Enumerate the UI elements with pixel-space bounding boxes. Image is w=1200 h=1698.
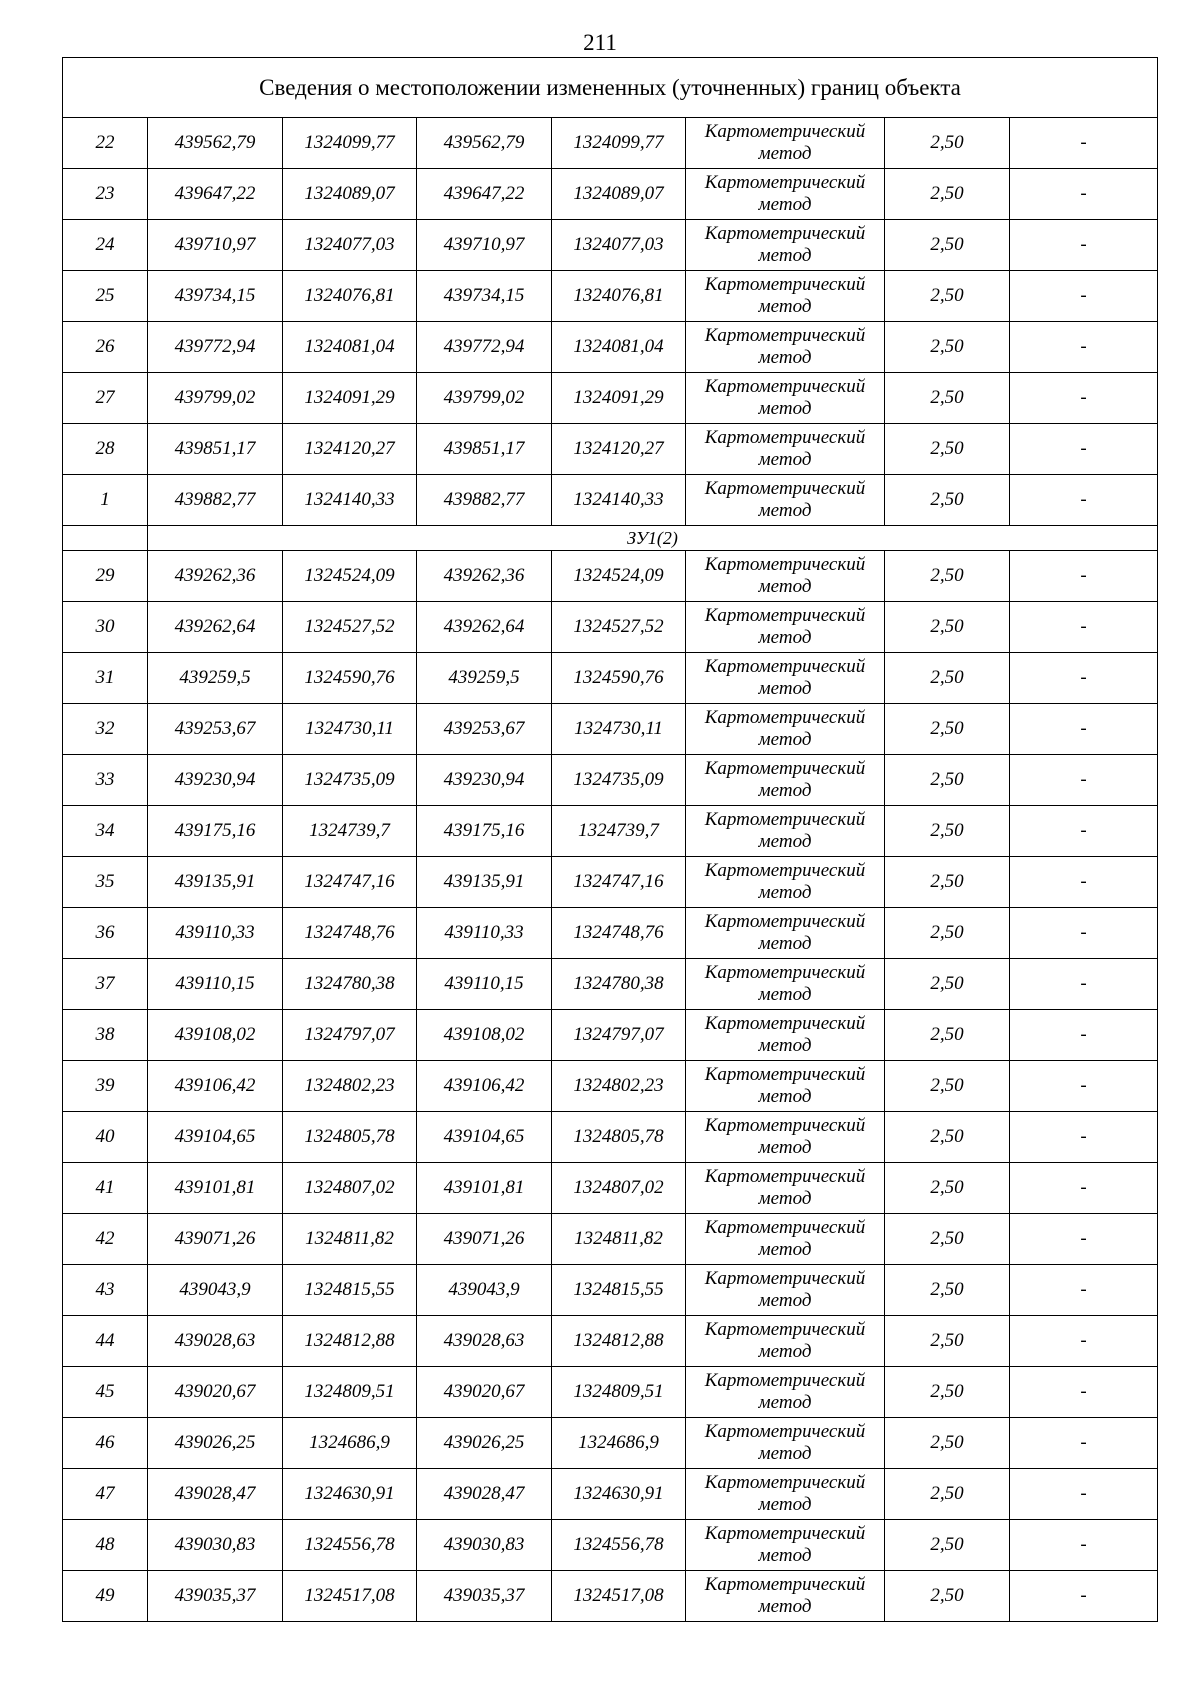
existing-x-cell: 439043,9: [148, 1265, 283, 1316]
point-number-cell: 48: [63, 1520, 148, 1571]
table-row: [63, 169, 1158, 220]
section-label: ЗУ1(2): [148, 526, 1158, 551]
existing-x-cell: 439110,15: [148, 959, 283, 1010]
table-row: [63, 271, 1158, 322]
table-row: [63, 424, 1158, 475]
new-x-cell: 439106,42: [417, 1061, 552, 1112]
method-cell: Картометрический метод: [686, 118, 885, 169]
new-x-cell: 439026,25: [417, 1418, 552, 1469]
existing-x-cell: 439230,94: [148, 755, 283, 806]
accuracy-cell: 2,50: [885, 322, 1010, 373]
new-y-cell: 1324811,82: [552, 1214, 686, 1265]
point-number-cell: 49: [63, 1571, 148, 1622]
new-y-cell: 1324524,09: [552, 551, 686, 602]
existing-y-cell: 1324815,55: [283, 1265, 417, 1316]
new-x-cell: 439030,83: [417, 1520, 552, 1571]
existing-x-cell: 439035,37: [148, 1571, 283, 1622]
existing-y-cell: 1324081,04: [283, 322, 417, 373]
existing-x-cell: 439104,65: [148, 1112, 283, 1163]
description-cell: -: [1010, 653, 1158, 704]
existing-y-cell: 1324807,02: [283, 1163, 417, 1214]
accuracy-cell: 2,50: [885, 602, 1010, 653]
existing-y-cell: 1324527,52: [283, 602, 417, 653]
description-cell: -: [1010, 1010, 1158, 1061]
existing-y-cell: 1324809,51: [283, 1367, 417, 1418]
new-x-cell: 439028,47: [417, 1469, 552, 1520]
new-y-cell: 1324739,7: [552, 806, 686, 857]
point-number-cell: 39: [63, 1061, 148, 1112]
point-number-cell: 23: [63, 169, 148, 220]
new-x-cell: 439262,64: [417, 602, 552, 653]
existing-y-cell: 1324556,78: [283, 1520, 417, 1571]
table-row: [63, 1163, 1158, 1214]
new-x-cell: 439253,67: [417, 704, 552, 755]
table-title-row: [63, 58, 1158, 118]
accuracy-cell: 2,50: [885, 959, 1010, 1010]
table-row: [63, 602, 1158, 653]
existing-y-cell: 1324076,81: [283, 271, 417, 322]
table-row: [63, 220, 1158, 271]
new-x-cell: 439799,02: [417, 373, 552, 424]
table-row: [63, 1265, 1158, 1316]
description-cell: -: [1010, 1163, 1158, 1214]
new-y-cell: 1324099,77: [552, 118, 686, 169]
new-x-cell: 439043,9: [417, 1265, 552, 1316]
new-x-cell: 439035,37: [417, 1571, 552, 1622]
existing-x-cell: 439020,67: [148, 1367, 283, 1418]
method-cell: Картометрический метод: [686, 373, 885, 424]
method-cell: Картометрический метод: [686, 755, 885, 806]
existing-x-cell: 439028,63: [148, 1316, 283, 1367]
existing-x-cell: 439647,22: [148, 169, 283, 220]
existing-x-cell: 439259,5: [148, 653, 283, 704]
description-cell: -: [1010, 1469, 1158, 1520]
point-number-cell: 29: [63, 551, 148, 602]
new-x-cell: 439851,17: [417, 424, 552, 475]
accuracy-cell: 2,50: [885, 1469, 1010, 1520]
description-cell: -: [1010, 755, 1158, 806]
method-cell: Картометрический метод: [686, 475, 885, 526]
existing-x-cell: 439734,15: [148, 271, 283, 322]
existing-y-cell: 1324630,91: [283, 1469, 417, 1520]
description-cell: -: [1010, 602, 1158, 653]
new-x-cell: 439175,16: [417, 806, 552, 857]
point-number-cell: 45: [63, 1367, 148, 1418]
description-cell: -: [1010, 1316, 1158, 1367]
description-cell: -: [1010, 704, 1158, 755]
description-cell: -: [1010, 857, 1158, 908]
table-row: [63, 1418, 1158, 1469]
description-cell: -: [1010, 1367, 1158, 1418]
point-number-cell: 24: [63, 220, 148, 271]
point-number-cell: 44: [63, 1316, 148, 1367]
new-y-cell: 1324527,52: [552, 602, 686, 653]
table-row: [63, 1571, 1158, 1622]
existing-y-cell: 1324590,76: [283, 653, 417, 704]
description-cell: -: [1010, 908, 1158, 959]
table-row: [63, 755, 1158, 806]
new-x-cell: 439071,26: [417, 1214, 552, 1265]
accuracy-cell: 2,50: [885, 653, 1010, 704]
method-cell: Картометрический метод: [686, 806, 885, 857]
existing-x-cell: 439026,25: [148, 1418, 283, 1469]
new-y-cell: 1324812,88: [552, 1316, 686, 1367]
existing-y-cell: 1324099,77: [283, 118, 417, 169]
existing-x-cell: 439562,79: [148, 118, 283, 169]
accuracy-cell: 2,50: [885, 424, 1010, 475]
new-x-cell: 439262,36: [417, 551, 552, 602]
new-x-cell: 439020,67: [417, 1367, 552, 1418]
new-x-cell: 439259,5: [417, 653, 552, 704]
description-cell: -: [1010, 551, 1158, 602]
new-y-cell: 1324077,03: [552, 220, 686, 271]
existing-y-cell: 1324812,88: [283, 1316, 417, 1367]
point-number-cell: 37: [63, 959, 148, 1010]
table-row: [63, 653, 1158, 704]
accuracy-cell: 2,50: [885, 1418, 1010, 1469]
existing-y-cell: 1324747,16: [283, 857, 417, 908]
existing-y-cell: 1324797,07: [283, 1010, 417, 1061]
description-cell: -: [1010, 1418, 1158, 1469]
table-row: [63, 1520, 1158, 1571]
point-number-cell: 36: [63, 908, 148, 959]
point-number-cell: 22: [63, 118, 148, 169]
existing-y-cell: 1324802,23: [283, 1061, 417, 1112]
new-x-cell: 439734,15: [417, 271, 552, 322]
new-y-cell: 1324797,07: [552, 1010, 686, 1061]
description-cell: -: [1010, 959, 1158, 1010]
accuracy-cell: 2,50: [885, 220, 1010, 271]
description-cell: -: [1010, 169, 1158, 220]
accuracy-cell: 2,50: [885, 1010, 1010, 1061]
section-row: [63, 526, 1158, 551]
boundary-coordinates-table: [62, 57, 1158, 1622]
description-cell: -: [1010, 220, 1158, 271]
new-y-cell: 1324809,51: [552, 1367, 686, 1418]
description-cell: -: [1010, 475, 1158, 526]
existing-y-cell: 1324091,29: [283, 373, 417, 424]
method-cell: Картометрический метод: [686, 602, 885, 653]
table-row: [63, 322, 1158, 373]
accuracy-cell: 2,50: [885, 1214, 1010, 1265]
existing-y-cell: 1324780,38: [283, 959, 417, 1010]
description-cell: -: [1010, 806, 1158, 857]
point-number-cell: 25: [63, 271, 148, 322]
new-x-cell: 439135,91: [417, 857, 552, 908]
table-row: [63, 1112, 1158, 1163]
point-number-cell: 46: [63, 1418, 148, 1469]
table-row: [63, 475, 1158, 526]
table-row: [63, 373, 1158, 424]
method-cell: Картометрический метод: [686, 1520, 885, 1571]
accuracy-cell: 2,50: [885, 704, 1010, 755]
existing-y-cell: 1324089,07: [283, 169, 417, 220]
new-x-cell: 439108,02: [417, 1010, 552, 1061]
method-cell: Картометрический метод: [686, 1061, 885, 1112]
description-cell: -: [1010, 1520, 1158, 1571]
method-cell: Картометрический метод: [686, 1214, 885, 1265]
new-y-cell: 1324076,81: [552, 271, 686, 322]
method-cell: Картометрический метод: [686, 908, 885, 959]
method-cell: Картометрический метод: [686, 1469, 885, 1520]
point-number-cell: 41: [63, 1163, 148, 1214]
existing-x-cell: 439799,02: [148, 373, 283, 424]
accuracy-cell: 2,50: [885, 755, 1010, 806]
existing-x-cell: 439110,33: [148, 908, 283, 959]
table-body: [63, 58, 1158, 1622]
point-number-cell: 1: [63, 475, 148, 526]
new-y-cell: 1324556,78: [552, 1520, 686, 1571]
new-y-cell: 1324120,27: [552, 424, 686, 475]
new-y-cell: 1324089,07: [552, 169, 686, 220]
page-number: 211: [583, 30, 617, 55]
method-cell: Картометрический метод: [686, 551, 885, 602]
point-number-cell: 43: [63, 1265, 148, 1316]
table-row: [63, 857, 1158, 908]
existing-y-cell: 1324739,7: [283, 806, 417, 857]
existing-x-cell: 439882,77: [148, 475, 283, 526]
point-number-cell: 47: [63, 1469, 148, 1520]
point-number-cell: 26: [63, 322, 148, 373]
table-row: [63, 1214, 1158, 1265]
new-y-cell: 1324802,23: [552, 1061, 686, 1112]
new-x-cell: 439882,77: [417, 475, 552, 526]
new-x-cell: 439710,97: [417, 220, 552, 271]
method-cell: Картометрический метод: [686, 1367, 885, 1418]
table-row: [63, 1367, 1158, 1418]
method-cell: Картометрический метод: [686, 169, 885, 220]
new-y-cell: 1324730,11: [552, 704, 686, 755]
new-y-cell: 1324686,9: [552, 1418, 686, 1469]
new-y-cell: 1324590,76: [552, 653, 686, 704]
section-spacer-cell: [63, 526, 148, 551]
method-cell: Картометрический метод: [686, 1112, 885, 1163]
description-cell: -: [1010, 1265, 1158, 1316]
new-y-cell: 1324748,76: [552, 908, 686, 959]
existing-x-cell: 439101,81: [148, 1163, 283, 1214]
method-cell: Картометрический метод: [686, 704, 885, 755]
new-x-cell: 439028,63: [417, 1316, 552, 1367]
method-cell: Картометрический метод: [686, 1010, 885, 1061]
accuracy-cell: 2,50: [885, 1265, 1010, 1316]
point-number-cell: 35: [63, 857, 148, 908]
existing-y-cell: 1324735,09: [283, 755, 417, 806]
new-x-cell: 439562,79: [417, 118, 552, 169]
table-row: [63, 959, 1158, 1010]
new-x-cell: 439104,65: [417, 1112, 552, 1163]
new-y-cell: 1324140,33: [552, 475, 686, 526]
existing-x-cell: 439772,94: [148, 322, 283, 373]
method-cell: Картометрический метод: [686, 653, 885, 704]
existing-x-cell: 439175,16: [148, 806, 283, 857]
method-cell: Картометрический метод: [686, 959, 885, 1010]
accuracy-cell: 2,50: [885, 1112, 1010, 1163]
table-title: Сведения о местоположении измененных (уточненных) границ объекта: [63, 58, 1158, 118]
table-row: [63, 551, 1158, 602]
accuracy-cell: 2,50: [885, 806, 1010, 857]
existing-y-cell: 1324524,09: [283, 551, 417, 602]
new-y-cell: 1324091,29: [552, 373, 686, 424]
new-y-cell: 1324815,55: [552, 1265, 686, 1316]
new-y-cell: 1324517,08: [552, 1571, 686, 1622]
existing-x-cell: 439262,36: [148, 551, 283, 602]
method-cell: Картометрический метод: [686, 1163, 885, 1214]
accuracy-cell: 2,50: [885, 1367, 1010, 1418]
table-row: [63, 908, 1158, 959]
existing-y-cell: 1324686,9: [283, 1418, 417, 1469]
accuracy-cell: 2,50: [885, 857, 1010, 908]
existing-x-cell: 439028,47: [148, 1469, 283, 1520]
existing-y-cell: 1324517,08: [283, 1571, 417, 1622]
new-y-cell: 1324081,04: [552, 322, 686, 373]
accuracy-cell: 2,50: [885, 551, 1010, 602]
method-cell: Картометрический метод: [686, 1571, 885, 1622]
method-cell: Картометрический метод: [686, 1418, 885, 1469]
description-cell: -: [1010, 1112, 1158, 1163]
existing-y-cell: 1324811,82: [283, 1214, 417, 1265]
existing-x-cell: 439030,83: [148, 1520, 283, 1571]
point-number-cell: 34: [63, 806, 148, 857]
existing-x-cell: 439106,42: [148, 1061, 283, 1112]
new-y-cell: 1324735,09: [552, 755, 686, 806]
accuracy-cell: 2,50: [885, 1571, 1010, 1622]
table-row: [63, 1010, 1158, 1061]
new-x-cell: 439110,15: [417, 959, 552, 1010]
description-cell: -: [1010, 424, 1158, 475]
method-cell: Картометрический метод: [686, 1265, 885, 1316]
table-row: [63, 1469, 1158, 1520]
new-x-cell: 439101,81: [417, 1163, 552, 1214]
new-y-cell: 1324747,16: [552, 857, 686, 908]
point-number-cell: 38: [63, 1010, 148, 1061]
accuracy-cell: 2,50: [885, 908, 1010, 959]
method-cell: Картометрический метод: [686, 424, 885, 475]
method-cell: Картометрический метод: [686, 220, 885, 271]
existing-x-cell: 439135,91: [148, 857, 283, 908]
method-cell: Картометрический метод: [686, 857, 885, 908]
new-x-cell: 439110,33: [417, 908, 552, 959]
table-row: [63, 1061, 1158, 1112]
existing-x-cell: 439253,67: [148, 704, 283, 755]
point-number-cell: 32: [63, 704, 148, 755]
description-cell: -: [1010, 373, 1158, 424]
method-cell: Картометрический метод: [686, 1316, 885, 1367]
description-cell: -: [1010, 1061, 1158, 1112]
new-x-cell: 439647,22: [417, 169, 552, 220]
existing-y-cell: 1324120,27: [283, 424, 417, 475]
table-row: [63, 118, 1158, 169]
table-row: [63, 806, 1158, 857]
existing-y-cell: 1324805,78: [283, 1112, 417, 1163]
existing-x-cell: 439710,97: [148, 220, 283, 271]
description-cell: -: [1010, 271, 1158, 322]
description-cell: -: [1010, 1214, 1158, 1265]
description-cell: -: [1010, 322, 1158, 373]
accuracy-cell: 2,50: [885, 1061, 1010, 1112]
existing-x-cell: 439851,17: [148, 424, 283, 475]
table-row: [63, 1316, 1158, 1367]
point-number-cell: 28: [63, 424, 148, 475]
new-y-cell: 1324630,91: [552, 1469, 686, 1520]
accuracy-cell: 2,50: [885, 475, 1010, 526]
description-cell: -: [1010, 1571, 1158, 1622]
method-cell: Картометрический метод: [686, 271, 885, 322]
point-number-cell: 42: [63, 1214, 148, 1265]
point-number-cell: 30: [63, 602, 148, 653]
new-x-cell: 439772,94: [417, 322, 552, 373]
point-number-cell: 27: [63, 373, 148, 424]
table-row: [63, 704, 1158, 755]
accuracy-cell: 2,50: [885, 1316, 1010, 1367]
existing-x-cell: 439262,64: [148, 602, 283, 653]
method-cell: Картометрический метод: [686, 322, 885, 373]
accuracy-cell: 2,50: [885, 118, 1010, 169]
new-y-cell: 1324807,02: [552, 1163, 686, 1214]
point-number-cell: 31: [63, 653, 148, 704]
accuracy-cell: 2,50: [885, 1520, 1010, 1571]
point-number-cell: 40: [63, 1112, 148, 1163]
existing-x-cell: 439071,26: [148, 1214, 283, 1265]
accuracy-cell: 2,50: [885, 169, 1010, 220]
accuracy-cell: 2,50: [885, 373, 1010, 424]
existing-x-cell: 439108,02: [148, 1010, 283, 1061]
existing-y-cell: 1324077,03: [283, 220, 417, 271]
new-x-cell: 439230,94: [417, 755, 552, 806]
new-y-cell: 1324780,38: [552, 959, 686, 1010]
existing-y-cell: 1324748,76: [283, 908, 417, 959]
accuracy-cell: 2,50: [885, 1163, 1010, 1214]
existing-y-cell: 1324730,11: [283, 704, 417, 755]
accuracy-cell: 2,50: [885, 271, 1010, 322]
description-cell: -: [1010, 118, 1158, 169]
existing-y-cell: 1324140,33: [283, 475, 417, 526]
point-number-cell: 33: [63, 755, 148, 806]
new-y-cell: 1324805,78: [552, 1112, 686, 1163]
